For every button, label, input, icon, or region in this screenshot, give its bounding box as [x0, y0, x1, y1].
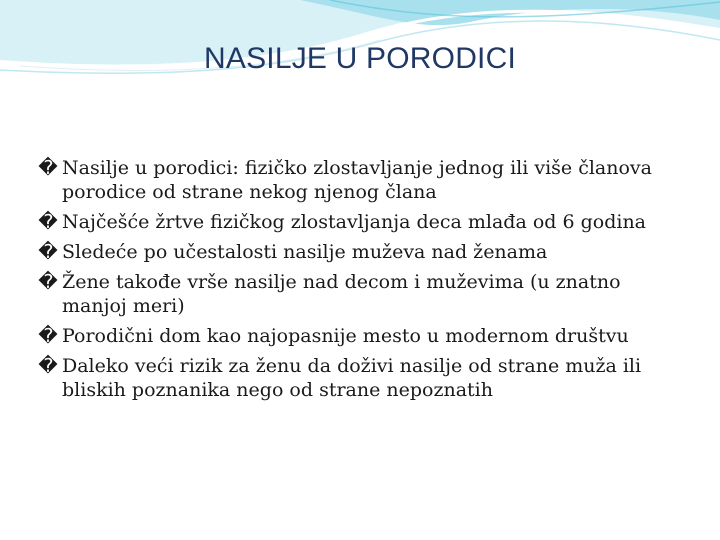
- bullet-text: Sledeće po učestalosti nasilje muževa nad ženama: [62, 241, 548, 263]
- list-item: [36, 210, 686, 234]
- bullet-icon: �: [38, 211, 58, 233]
- list-item: [36, 156, 686, 204]
- bullet-icon: �: [38, 157, 58, 179]
- bullet-text: Daleko veći rizik za ženu da doživi nasilje od strane muža ili bliskih poznanika nego od strane nepoznatih: [62, 355, 642, 401]
- bullet-text: Najčešće žrtve fizičkog zlostavljanja deca mlađa od 6 godina: [62, 211, 647, 233]
- bullet-text: Žene takođe vrše nasilje nad decom i muževima (u znatno manjoj meri): [62, 271, 621, 317]
- bullet-text: Porodični dom kao najopasnije mesto u modernom društvu: [62, 325, 629, 347]
- list-item: [36, 354, 686, 402]
- bullet-icon: �: [38, 271, 58, 293]
- list-item: [36, 240, 686, 264]
- list-item: [36, 324, 686, 348]
- list-item: [36, 270, 686, 318]
- bullet-icon: �: [38, 355, 58, 377]
- slide-title: NASILJE U PORODICI: [204, 42, 516, 75]
- bullet-list: [36, 156, 686, 408]
- bullet-icon: �: [38, 325, 58, 347]
- bullet-text: Nasilje u porodici: fizičko zlostavljanje jednog ili više članova porodice od strane nekog njenog člana: [62, 157, 652, 203]
- bullet-icon: �: [38, 241, 58, 263]
